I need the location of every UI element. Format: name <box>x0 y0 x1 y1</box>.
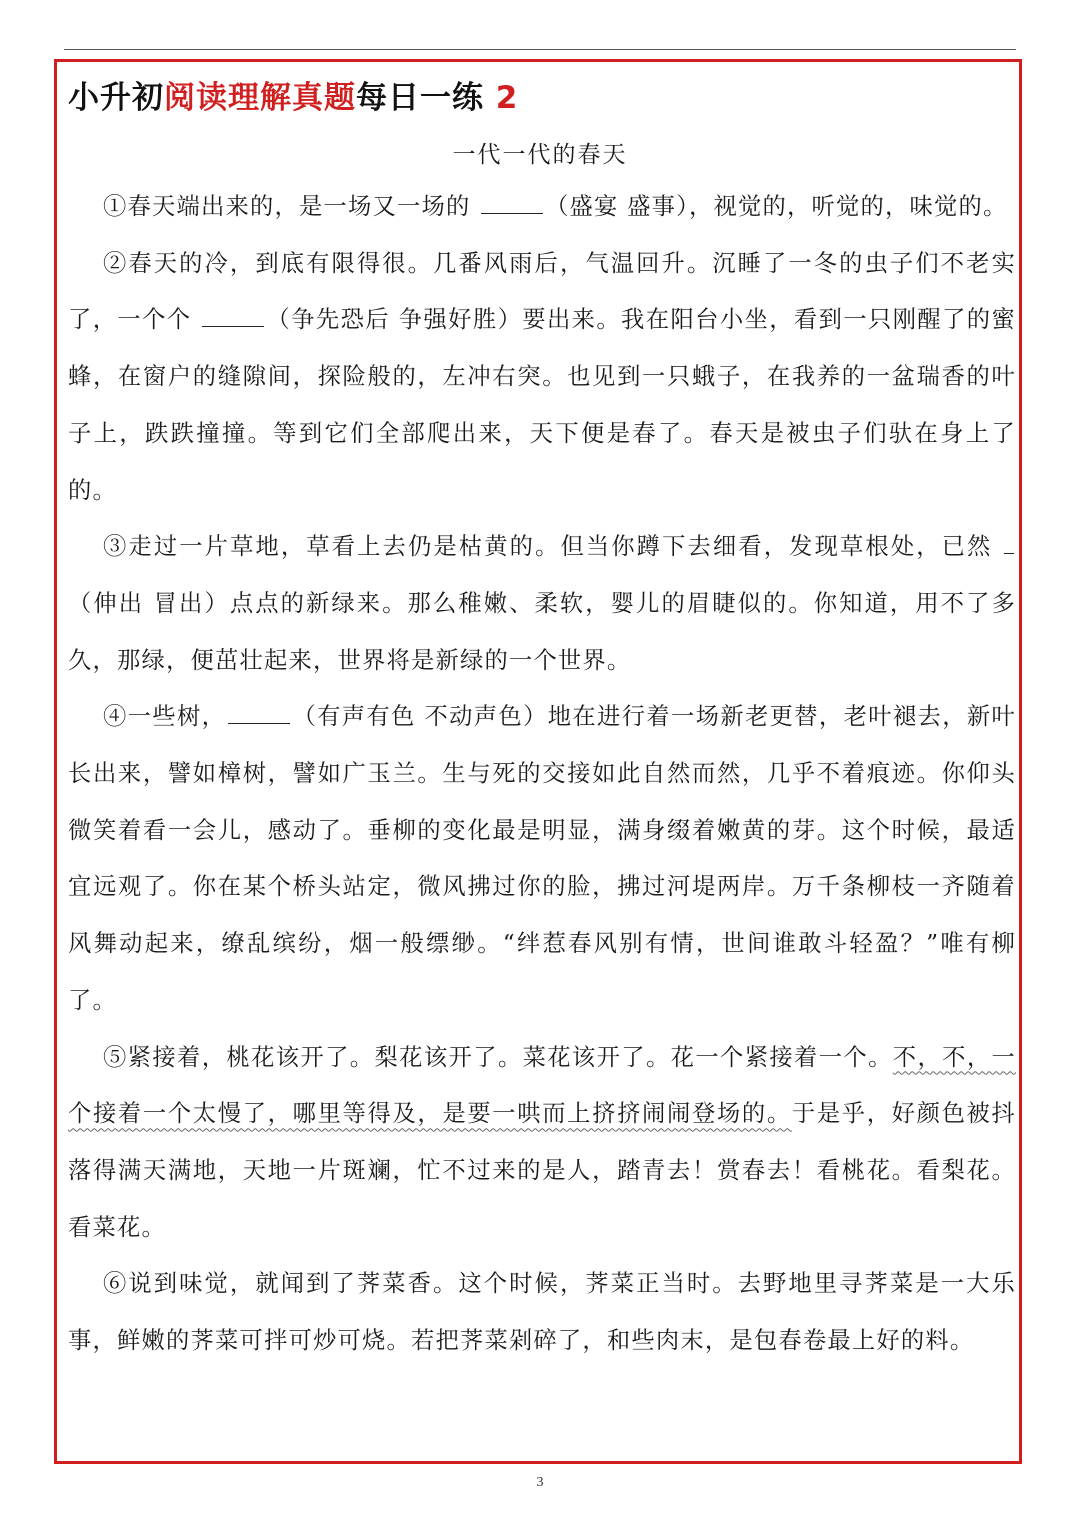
worksheet-heading <box>68 72 518 117</box>
article-body <box>68 179 1016 1370</box>
heading-part-2: 阅读理解真题 <box>164 80 356 116</box>
fill-blank-1 <box>481 190 543 214</box>
heading-part-3: 每日一练 <box>356 80 484 116</box>
fill-blank-4 <box>228 700 290 724</box>
paragraph-1-text-b: （盛宴 盛事），视觉的，听觉的，味觉的。 <box>545 193 1008 220</box>
paragraph-5-text-a: ⑤紧接着，桃花该开了。梨花该开了。菜花该开了。花一个紧接着一个。 <box>103 1043 893 1071</box>
paragraph-1 <box>68 179 1016 236</box>
page-number: 3 <box>536 1475 544 1490</box>
paragraph-3-text-b: （伸出 冒出）点点的新绿来。那么稚嫩、柔软，婴儿的眉睫似的。你知道，用不了多久，那绿，便茁壮起来，世界将是新绿的一个世界。 <box>68 589 1016 674</box>
fill-blank-3 <box>1004 530 1014 554</box>
paragraph-5 <box>68 1030 1016 1257</box>
paragraph-3 <box>68 519 1016 689</box>
article-title: 一代一代的春天 <box>452 142 628 168</box>
paragraph-5-underlined-sentence: 不，不，一个接着一个太慢了，哪里等得及，是要一哄而上挤挤闹闹登场的。 <box>68 1043 1016 1128</box>
paragraph-4-text-b: （有声有色 不动声色）地在进行着一场新老更替，老叶褪去，新叶长出来，譬如樟树，譬如广玉兰。生与死的交接如此自然而然，几乎不着痕迹。你仰头微笑着看一会儿，感动了。垂柳的变化最是明显，满身缀着嫩黄的芽。这个时候，最适宜远观了。你在某个桥头站定，微风拂过你的脸，拂过河堤两岸。万千条柳枝一齐随着风舞动起来，缭乱缤纷，烟一般缥缈。“绊惹春风别有情，世间谁敢斗轻盈？”唯有柳了。 <box>68 703 1017 1014</box>
paragraph-4-text-a: ④一些树， <box>103 703 227 731</box>
paragraph-5-text-b: 于是乎，好颜色被抖落得满天满地，天地一片斑斓，忙不过来的是人，踏青去！赏春去！看桃花。看梨花。看菜花。 <box>68 1100 1016 1241</box>
heading-part-1: 小升初 <box>68 80 164 116</box>
paragraph-3-text-a: ③走过一片草地，草看上去仍是枯黄的。但当你蹲下去细看，发现草根处，已然 <box>103 533 993 561</box>
fill-blank-2 <box>202 303 264 327</box>
paragraph-1-text-a: ①春天端出来的，是一场又一场的 <box>103 193 471 220</box>
paragraph-2-text-b: （争先恐后 争强好胜）要出来。我在阳台小坐，看到一只刚醒了的蜜蜂，在窗户的缝隙间，探险般的，左冲右突。也见到一只蛾子，在我养的一盆瑞香的叶子上，跌跌撞撞。等到它们全部爬出来，天下便是春了。春天是被虫子们驮在身上了的。 <box>68 306 1016 504</box>
top-rule <box>64 49 1016 50</box>
paragraph-2-text-a: ②春天的冷，到底有限得很。几番风雨后，气温回升。沉睡了一冬的虫子们不老实了，一个个 <box>68 249 1016 334</box>
heading-number: 2 <box>495 80 519 116</box>
paragraph-2 <box>68 236 1016 520</box>
paragraph-6-text: ⑥说到味觉，就闻到了荠菜香。这个时候，荠菜正当时。去野地里寻荠菜是一大乐事，鲜嫩的荠菜可拌可炒可烧。若把荠菜剁碎了，和些肉末，是包春卷最上好的料。 <box>68 1270 1016 1355</box>
paragraph-6 <box>68 1256 1016 1369</box>
paragraph-4 <box>68 689 1016 1029</box>
